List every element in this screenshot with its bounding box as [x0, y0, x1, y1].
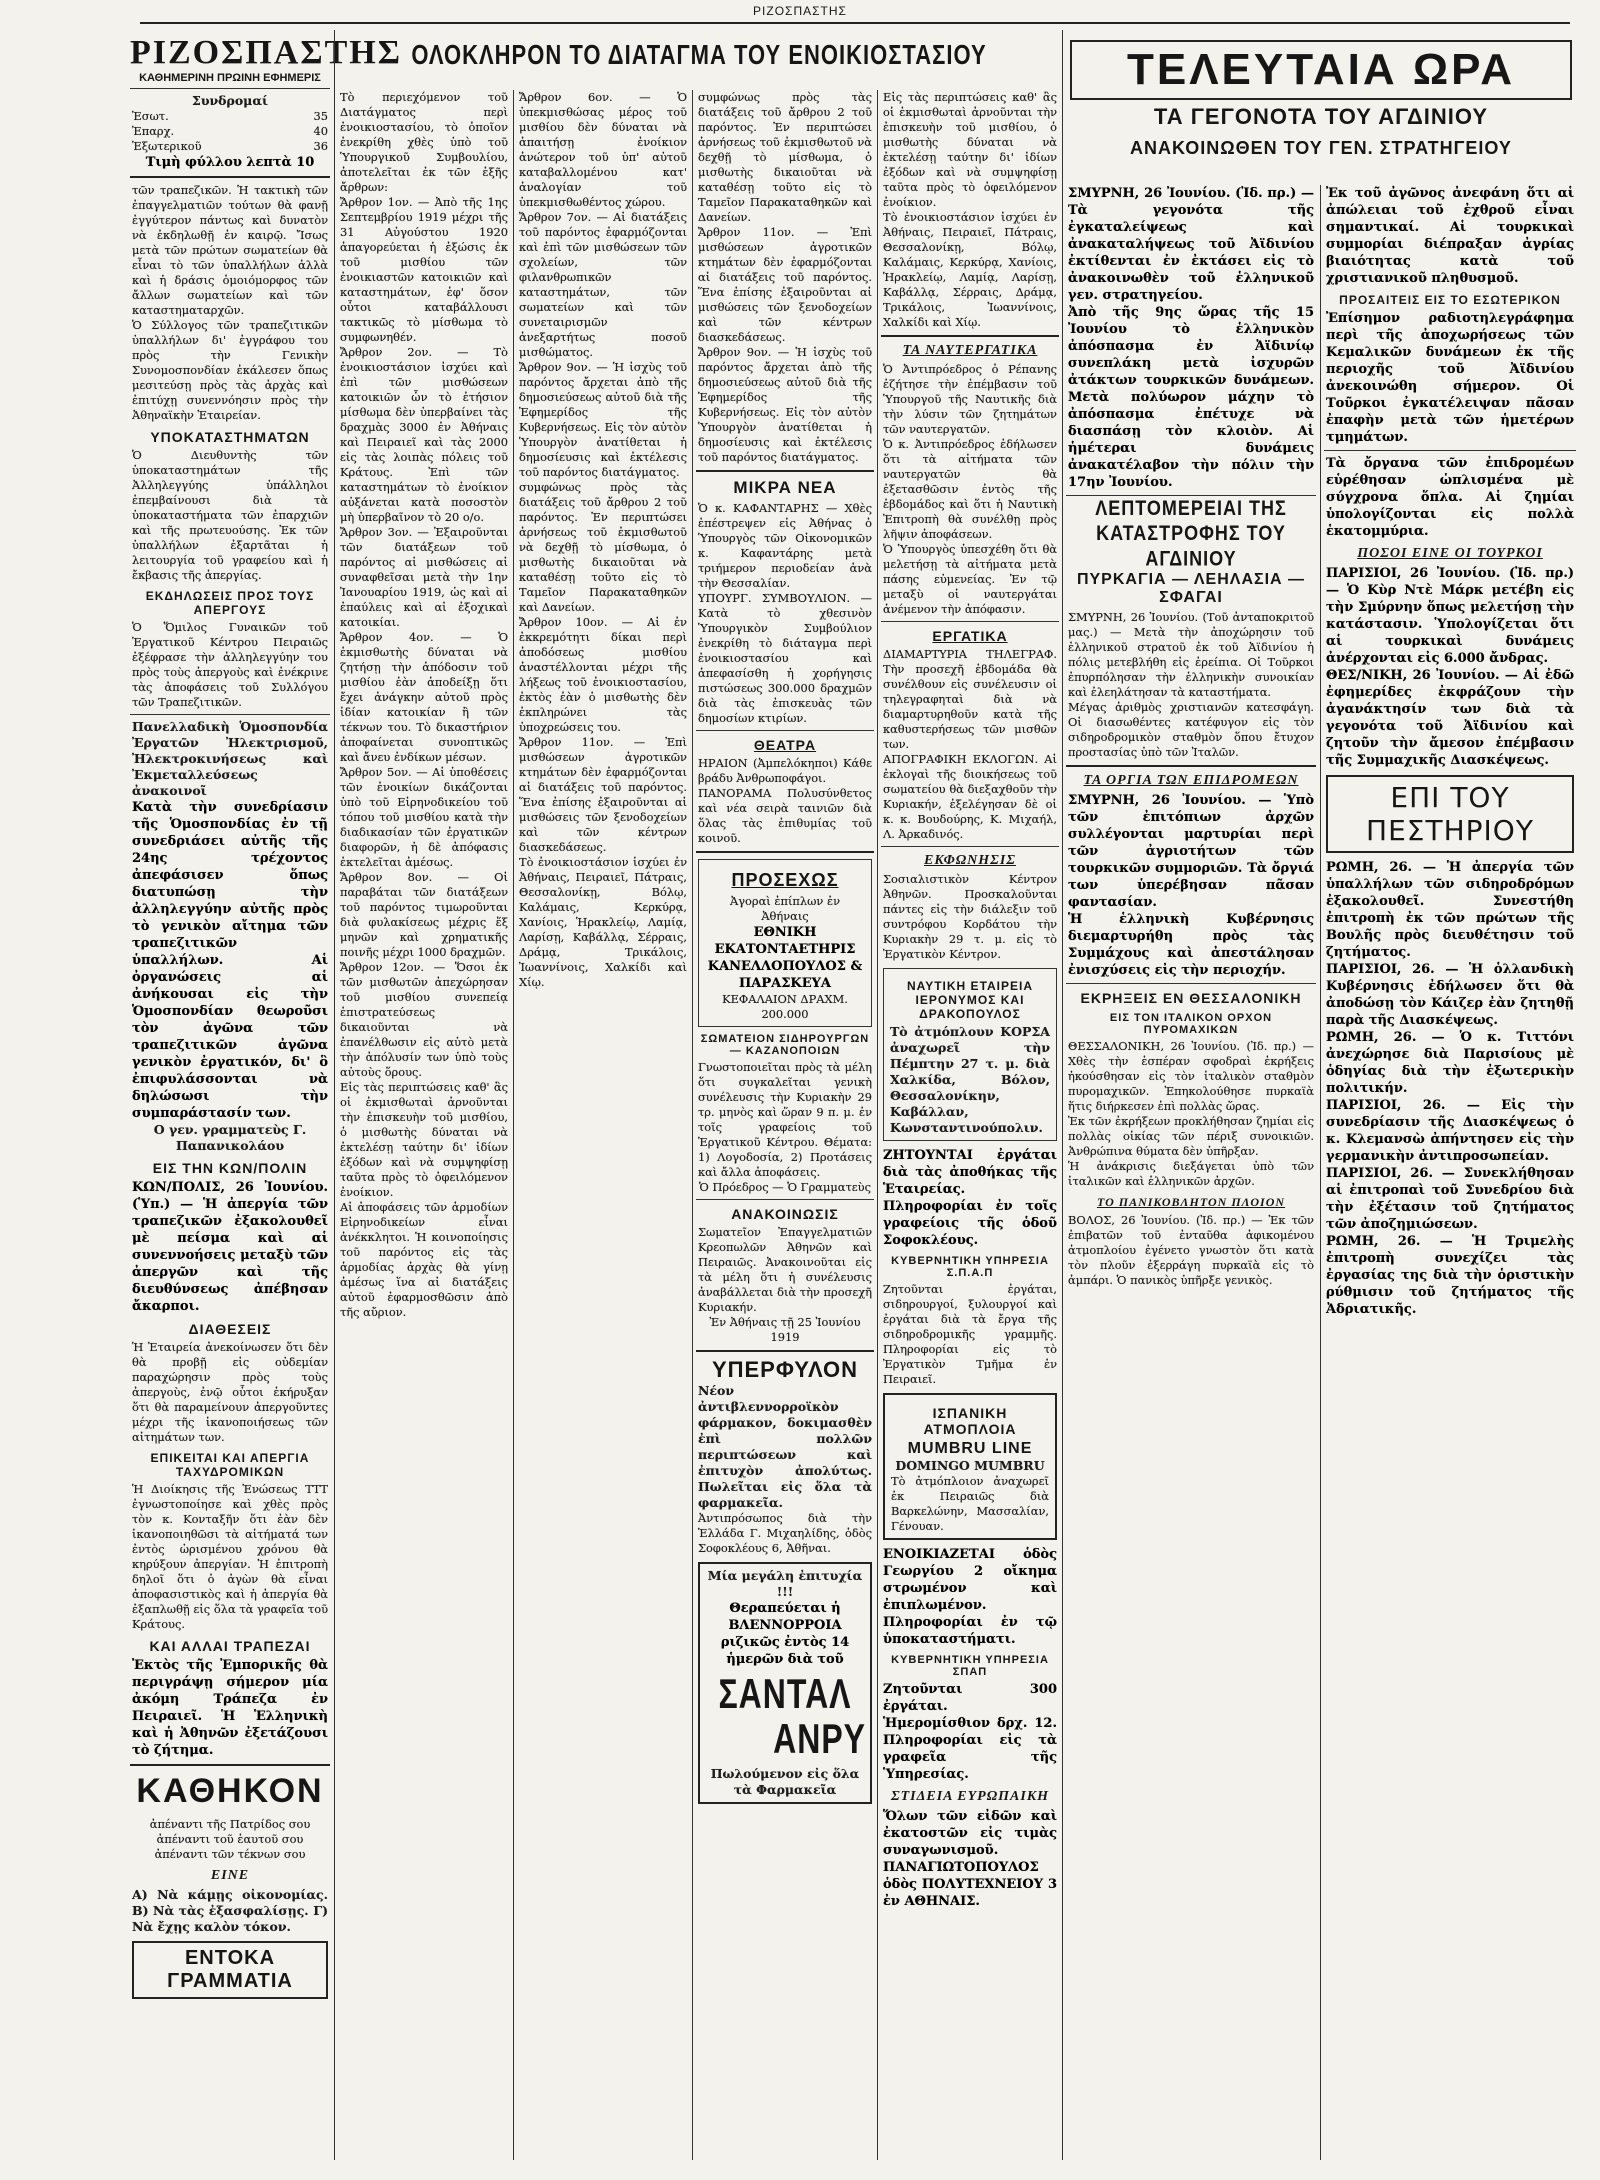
article-lead: Πανελλαδικὴ Ὁμοσπονδία Ἐργατῶν Ἠλεκτρισμοῦ, Ἠλεκτροκινήσεως καὶ Ἐκμεταλλεύσεως ἀνακοινοῖ	[132, 719, 328, 798]
article-text: Ἄρθρον 2ον. — Τὸ ἐνοικιοστάσιον ἰσχύει καὶ ἐπὶ τῶν μισθώσεων κατοικιῶν ὧν τὸ ἐτήσιον μίσθωμα δὲν ὑπερβαίνει τὰς δραχμὰς 3000 ἐν Ἀθήναις καὶ Πειραιεῖ καὶ τὰς 2000 εἰς τὰς λοιπὰς πόλεις τοῦ Κράτους. Ἐπὶ τῶν καταστημάτων τὸ ἐνοίκιον αὐξάνεται κατὰ ποσοστὸν μὴ ὑπερβαῖνον τὸ 20 ο/ο.	[340, 345, 508, 524]
article-text: ΡΩΜΗ, 26. — Ἡ Τριμελὴς ἐπιτροπὴ συνεχίζει τὰς ἐργασίας της διὰ τὴν ὁριστικὴν ρύθμισιν τοῦ ζητήματος τῆς Ἀδριατικῆς.	[1326, 1234, 1574, 1317]
section-heading: ΕΙΣ ΤΟΝ ΙΤΑΛΙΚΟΝ ΟΡΧΟΝ ΠΥΡΟΜΑΧΙΚΩΝ	[1109, 1012, 1273, 1036]
article-text: ΘΕΣ/ΝΙΚΗ, 26 Ἰουνίου. — Αἱ ἐδῶ ἐφημερίδες ἐκφράζουν τὴν ἀγανάκτησίν των διὰ τὰ γεγονότα τοῦ Ἀϊδινίου καὶ ζητοῦν τὴν ἄμεσον ἐπέμβασιν τῆς Συμμαχικῆς Διασκέψεως.	[1326, 668, 1574, 768]
article-text: ΣΜΥΡΝΗ, 26 Ἰουνίου. (Ἰδ. πρ.) — Τὰ γεγονότα τῆς ἐγκαταλείψεως καὶ ἀνακαταλήψεως τοῦ Ἀϊδινίου ἐκτίθενται ἐν ἐκτάσει εἰς τὸ ἀνακοινωθὲν τοῦ ἑλληνικοῦ γεν. στρατηγείου.	[1068, 186, 1314, 303]
top-rule	[140, 22, 1570, 24]
article-text: Τὸ ἐνοικιοστάσιον ἰσχύει ἐν Ἀθήναις, Πειραιεῖ, Πάτραις, Θεσσαλονίκῃ, Βόλῳ, Καλάμαις, Κερκύρᾳ, Χανίοις, Ἡρακλείῳ, Λαμίᾳ, Λαρίσῃ, Καβάλλᾳ, Σέρραις, Δράμᾳ, Τρικάλοις, Ἰωαννίνοις, Χαλκίδι καὶ Χίῳ.	[519, 855, 687, 989]
article-text: ΔΙΑΜΑΡΤΥΡΙΑ ΤΗΛΕΓΡΑΦ. Τὴν προσεχῆ ἑβδομάδα θὰ συνέλθουν εἰς συνέλευσιν οἱ τηλεγραφηταὶ διὰ νὰ διαμαρτυρηθοῦν κατὰ τῆς καθυστερήσεως τῶν μισθῶν των.	[883, 647, 1057, 751]
article-text: Εἰς τὰς περιπτώσεις καθ' ἃς οἱ ἐκμισθωταὶ ἀρνοῦνται τὴν ἐπισκευὴν τοῦ μισθίου, ὁ μισθωτὴς δύναται νὰ ἐκτελέσῃ ταύτην δι' ἰδίων ἐξόδων καὶ νὰ συμψηφίσῃ ταῦτα πρὸς τὸ ὀφειλόμενον ἐνοίκιον.	[340, 1080, 508, 1199]
article-text: Ἀπὸ τῆς 9ης ὥρας τῆς 15 Ἰουνίου τὸ ἑλληνικὸν ἀπόσπασμα ἐν Ἀϊδινίῳ συνεπλάκη μετὰ ἰσχυρῶν ἀτάκτων τουρκικῶν δυνάμεων. Μετὰ πολύωρον μάχην τὸ ἀπόσπασμα ἐπέτυχε νὰ διασπάσῃ τὸν κλοιὸν. Αἱ ἡμέτεραι δυνάμεις ἀνακατέλαβον τὴν πόλιν τὴν 17ην Ἰουνίου.	[1068, 305, 1314, 490]
article-text: Ἐπίσημον ραδιοτηλεγράφημα περὶ τῆς ἀποχωρήσεως τῶν Κεμαλικῶν δυνάμεων ἐκ τῆς περιοχῆς τοῦ Ἀϊδινίου ἀνεκοινώθη σήμερον. Οἱ Τοῦρκοι ἐγκατέλειψαν πᾶσαν ἐπαφὴν μετὰ τῶν ἡμετέρων τμημάτων.	[1326, 311, 1574, 445]
article-text: Γνωστοποιεῖται πρὸς τὰ μέλη ὅτι συγκαλεῖται γενικὴ συνέλευσις τὴν Κυριακὴν 29 τρ. μηνὸς καὶ ὥραν 9 π. μ. ἐν τοῖς γραφείοις τοῦ Ἐργατικοῦ Κέντρου. Θέματα: 1) Λογοδοσία, 2) Προτάσεις καὶ ἄλλα ἀποφάσεις.	[698, 1060, 872, 1179]
section-heading: ΕΡΓΑΤΙΚΑ	[932, 628, 1008, 644]
article-text: Ὁ κ. ΚΑΦΑΝΤΑΡΗΣ — Χθὲς ἐπέστρεψεν εἰς Ἀθήνας ὁ Ὑπουργὸς τῶν Οἰκονομικῶν κ. Καφαντάρης μετὰ τριήμερον περιοδείαν ἀνὰ τὴν Θεσσαλίαν.	[698, 501, 872, 590]
article-text: Ὁ Ὅμιλος Γυναικῶν τοῦ Ἐργατικοῦ Κέντρου Πειραιῶς ἐξέφρασε τὴν ἀλληλεγγύην του πρὸς τοὺς ἀπεργοὺς καὶ ἐνέκρινε τὰς ἀποφάσεις τοῦ Συλλόγου τῶν Τραπεζιτικῶν.	[132, 620, 328, 709]
ad-spanish-box	[883, 1393, 1057, 1540]
article-text: ΣΜΥΡΝΗ, 26 Ἰουνίου. — Ὑπὸ τῶν ἐπιτόπιων ἀρχῶν συλλέγονται μαρτυρίαι περὶ τῶν ἀγριοτήτων τῶν τουρκικῶν συμμοριῶν. Τὰ ὄργιά των ὑπερέβησαν πᾶσαν φαντασίαν.	[1068, 793, 1314, 910]
ad-entoka-title: ΕΝΤΟΚΑ ΓΡΑΜΜΑΤΙΑ	[167, 1947, 293, 1992]
article-text: Ἄρθρον 12ον. — Ὅσοι ἐκ τῶν μισθωτῶν ἀπεχώρησαν τοῦ μισθίου συνεπείᾳ ἐπιστρατεύσεως δικαιοῦνται νὰ ἐπανέλθωσιν εἰς αὐτὸ μετὰ τὴν ἀπόλυσίν των ὑπὸ τοὺς αὐτοὺς ὅρους.	[340, 960, 508, 1079]
article-text: Τὰ ὄργανα τῶν ἐπιδρομέων εὑρέθησαν ὡπλισμένα μὲ σύγχρονα ὅπλα. Αἱ ζημίαι ὑπολογίζονται εἰς πολλὰ ἑκατομμύρια.	[1326, 456, 1574, 539]
ad-text: Ἀντιπρόσωπος διὰ τὴν Ἑλλάδα Γ. Μιχαηλίδης, ὁδὸς Σοφοκλέους 6, Ἀθῆναι.	[698, 1511, 872, 1555]
article-text: ΥΠΟΥΡΓ. ΣΥΜΒΟΥΛΙΟΝ. — Κατὰ τὸ χθεσινὸν Ὑπουργικὸν Συμβούλιον ἐνεκρίθη τὸ διάταγμα περὶ ἐνοικιοστασίου καὶ ἀπεφασίσθη ἡ χορήγησις πιστώσεως 300.000 δραχμῶν διὰ τὰς ἐπισκευὰς τῶν δημοσίων κτιρίων.	[698, 591, 872, 725]
masthead-subtitle: ΚΑΘΗΜΕΡΙΝΗ ΠΡΩΙΝΗ ΕΦΗΜΕΡΙΣ	[139, 72, 321, 84]
article-text: Κατὰ τὴν συνεδρίασιν τῆς Ὁμοσπονδίας ἐν τῇ συνεδριάσει αὐτῆς τῆς 24ης τρέχοντος ἀπεφάσισεν ὅπως διατυπώσῃ τὴν ἀλληλεγγύην αὐτῆς πρὸς τὸ γενικὸν αἴτημα τῶν τραπεζιτικῶν ὑπαλλήλων. Αἱ ὀργανώσεις αἱ ἀνήκουσαι εἰς τὴν Ὁμοσπονδίαν θεωροῦσι τὸν ἀγῶνα τῶν τραπεζιτικῶν ἀγῶνα γενικὸν ἐργατικόν, δι' ὃ ἐπιφυλάσσονται νὰ δηλώσωσι τὴν συμπαράστασίν των.	[132, 800, 328, 1121]
article-text: Ἄρθρον 7ον. — Αἱ διατάξεις τοῦ παρόντος ἐφαρμόζονται καὶ ἐπὶ τῶν μισθώσεων τῶν σχολείων, τῶν φιλανθρωπικῶν καταστημάτων, τῶν σωματείων καὶ τῶν συνεταιρισμῶν ἀνεξαρτήτως ποσοῦ μισθώματος.	[519, 210, 687, 359]
ad-ship-name: DOMINGO MUMBRU	[895, 1458, 1045, 1473]
article-text: Τὸ περιεχόμενον τοῦ Διατάγματος περὶ ἐνοικιοστασίου, τὸ ὁποῖον ἐνεκρίθη χθὲς ὑπὸ τοῦ Ὑπουργικοῦ Συμβουλίου, ἀποτελεῖται ἐκ τῶν ἑξῆς ἄρθρων:	[340, 90, 508, 194]
article-text: Ἡ ἑλληνικὴ Κυβέρνησις διεμαρτυρήθη πρὸς τὰς Συμμάχους καὶ ἀπεστάλησαν ἐνισχύσεις εἰς τὴν περιοχήν.	[1068, 912, 1314, 978]
article-text: Ἐκ τοῦ ἀγῶνος ἀνεφάνη ὅτι αἱ ἀπώλειαι τοῦ ἐχθροῦ εἶναι σημαντικαί. Αἱ τουρκικαὶ συμμορίαι διέπραξαν ἀγρίας βιαιότητας κατὰ τοῦ χριστιανικοῦ πληθυσμοῦ.	[1326, 186, 1574, 286]
ad-spanish-title: ΙΣΠΑΝΙΚΗ ΑΤΜΟΠΛΟΙΑ	[923, 1405, 1017, 1437]
ad-text: ΕΘΝΙΚΗ ΕΚΑΤΟΝΤΑΕΤΗΡΙΣ	[714, 925, 856, 957]
section-heading: ΚΥΒΕΡΝΗΤΙΚΗ ΥΠΗΡΕΣΙΑ Σ.Π.Α.Π	[891, 1255, 1049, 1279]
subscriptions-label: Συνδρομαί	[192, 93, 268, 108]
masthead-title: ΡΙΖΟΣΠΑΣΤΗΣ	[130, 34, 402, 71]
ad-text: ἀπέναντι τῆς Πατρίδος σου ἀπέναντι τοῦ ἑαυτοῦ σου ἀπέναντι τῶν τέκνων σου	[149, 1817, 311, 1861]
ad-entoka-box	[132, 1941, 328, 1999]
ad-text: Τὸ ἀτμόπλοιον ἀναχωρεῖ ἐκ Πειραιῶς διὰ Βαρκελώνην, Μασσαλίαν, Γένουαν.	[891, 1474, 1049, 1533]
section-heading: ΜΙΚΡΑ ΝΕΑ	[733, 478, 837, 497]
decree-column-2	[517, 90, 689, 2160]
section-heading: ΠΟΣΟΙ ΕΙΝΕ ΟΙ ΤΟΥΡΚΟΙ	[1357, 546, 1543, 561]
column-right-1	[1066, 185, 1316, 2160]
last-hour-title: ΤΕΛΕΥΤΑΙΑ ΩΡΑ	[1126, 45, 1515, 94]
ad-text: Τὸ ἀτμόπλουν ΚΟΡΣΑ ἀναχωρεῖ τὴν Πέμπτην 27 τ. μ. διὰ Χαλκίδα, Βόλον, Θεσσαλονίκην, Καβάλλαν, Κωνσταντινούπολιν.	[890, 1024, 1050, 1135]
ad-banner: Μία μεγάλη ἐπιτυχία !!!	[707, 1568, 863, 1599]
ad-prosoxi-box	[698, 859, 872, 1027]
article-text: συμφώνως πρὸς τὰς διατάξεις τοῦ ἄρθρου 2 τοῦ παρόντος. Ἐν περιπτώσει ἀρνήσεως τοῦ ἐκμισθωτοῦ νὰ δεχθῇ τὸ μίσθωμα, ὁ μισθωτὴς δικαιοῦται νὰ καταθέσῃ τοῦτο εἰς τὸ Ταμεῖον Παρακαταθηκῶν καὶ Δανείων.	[519, 480, 687, 614]
section-heading: ΤΑ ΝΑΥΤΕΡΓΑΤΙΚΑ	[902, 343, 1038, 358]
article-text: Εἰς τὰς περιπτώσεις καθ' ἃς οἱ ἐκμισθωταὶ ἀρνοῦνται τὴν ἐπισκευὴν τοῦ μισθίου, ὁ μισθωτὴς δύναται νὰ ἐκτελέσῃ ταύτην δι' ἰδίων ἐξόδων καὶ νὰ συμψηφίσῃ ταῦτα πρὸς τὸ ὀφειλόμενον ἐνοίκιον.	[883, 90, 1057, 209]
section-heading: ΚΑΙ ΑΛΛΑΙ ΤΡΑΠΕΖΑΙ	[149, 1638, 311, 1654]
ad-eine: ΕΙΝΕ	[210, 1868, 250, 1883]
section-heading: ΕΚΔΗΛΩΣΕΙΣ ΠΡΟΣ ΤΟΥΣ ΑΠΕΡΓΟΥΣ	[145, 589, 315, 617]
subscription-row: Ἐπαρχ. 40	[132, 124, 328, 138]
article-text: Μέγας ἀριθμὸς χριστιανῶν κατεσφάγη. Οἱ διασωθέντες κατέφυγον εἰς τὸν σιδηροδρομικὸν σταθμὸν ὅπου ἔτυχον προστασίας ὑπὸ τῶν Ἰταλῶν.	[1068, 700, 1314, 759]
article-text: ΠΑΡΙΣΙΟΙ, 26. — Ἡ ὁλλανδικὴ Κυβέρνησις ἐδήλωσεν ὅτι θὰ ἀποδώσῃ τὸν Κάιζερ ἐὰν ζητηθῇ παρὰ τῆς Διασκέψεως.	[1326, 962, 1574, 1028]
article-text: Ὁ Διευθυντὴς τῶν ὑποκαταστημάτων τῆς Ἀλληλεγγύης ὑπάλληλοι ἐπεμβαίνουσι διὰ τὰ ὑποκαταστήματα τῶν ἐπαρχιῶν καὶ τῆς πρωτευούσης. Ἐκ τῶν ὑπαλλήλων ἐξαρτᾶται ἡ λειτουργία τοῦ γραφείου καὶ ἡ ἔκβασις τῆς ἀπεργίας.	[132, 448, 328, 582]
article-text: ΒΟΛΟΣ, 26 Ἰουνίου. (Ἰδ. πρ.) — Ἐκ τῶν ἐπιβατῶν τοῦ ἐνταῦθα ἀφικομένου ἀτμοπλοίου ἐγένετο γνωστὸν ὅτι κατὰ τὸν πλοῦν ἐξερράγη πυρκαϊὰ εἰς τὸ ἀμπάρι. Ὁ πανικὸς ὑπῆρξε γενικὸς.	[1068, 1213, 1314, 1287]
section-heading: ΕΚΦΩΝΗΣΙΣ	[924, 853, 1016, 868]
section-heading: ΑΝΑΚΟΙΝΩΣΙΣ	[731, 1206, 839, 1222]
ad-text: Ζητοῦνται ἐργάται, σιδηρουργοί, ξυλουργοί καὶ ἐργάται διὰ τὰ ἔργα τῆς σιδηροδρομικῆς γραμμῆς. Πληροφορίαι εἰς τὸ Ἐργατικὸν Τμῆμα ἐν Πειραιεῖ.	[883, 1282, 1057, 1386]
ad-text: ΕΝΟΙΚΙΑΖΕΤΑΙ ὁδὸς Γεωργίου 2 οἴκημα στρωμένον καὶ ἐπιπλωμένον. Πληροφορίαι ἐν τῷ ὑποκαταστήματι.	[883, 1547, 1057, 1647]
article-text: ΠΑΡΙΣΙΟΙ, 26. — Συνεκλήθησαν αἱ ἐπιτροπαὶ τοῦ Συνεδρίου διὰ τὴν ἐξέτασιν τοῦ ζητήματος τῶν ἀποζημιώσεων.	[1326, 1166, 1574, 1232]
signature: Ὁ Πρόεδρος — Ὁ Γραμματεὺς	[699, 1180, 871, 1194]
article-text: Ἄρθρον 6ον. — Ὁ ὑπεκμισθώσας μέρος τοῦ μισθίου δὲν δύναται νὰ ἀπαιτήσῃ ἐνοίκιον ἀνώτερον τοῦ ὑπ' αὐτοῦ καταβαλλομένου κατ' ἀναλογίαν τοῦ ὑπεκμισθωθέντος χώρου.	[519, 90, 687, 209]
article-text: Ἐκτὸς τῆς Ἐμπορικῆς θὰ περιγράψῃ σήμερον μία ἀκόμη Τράπεζα ἐν Πειραιεῖ. Ἡ Ἑλληνικὴ καὶ ἡ Ἀθηνῶν ἐξετάζουσι τὸ ζήτημα.	[132, 1658, 328, 1758]
article-text: Ἄρθρον 11ον. — Ἐπὶ μισθώσεων ἀγροτικῶν κτημάτων δὲν ἐφαρμόζονται αἱ διατάξεις τοῦ παρόντος. Ἕνα ἐπίσης ἐξαιροῦνται αἱ μισθώσεις τῶν ξενοδοχείων καὶ τῶν κέντρων διασκεδάσεως.	[698, 225, 872, 344]
section-heading: ΣΤΙΔΕΙΑ ΕΥΡΩΠΑΙΚΗ	[890, 1789, 1050, 1804]
ad-text: Θεραπεύεται ἡ ΒΛΕΝΝΟΡΡΟΙΑ ριζικῶς ἐντὸς 14 ἡμερῶν διὰ τοῦ	[720, 1601, 850, 1667]
ad-text: ΖΗΤΟΥΝΤΑΙ ἐργάται διὰ τὰς ἀποθήκας τῆς Ἑταιρείας. Πληροφορίαι ἐν τοῖς γραφείοις τῆς ὁδοῦ Σοφοκλέους.	[883, 1148, 1057, 1248]
column-left	[130, 30, 402, 2160]
ad-text: Ζητοῦνται 300 ἐργάται. Ἡμερομίσθιον δρχ. 12. Πληροφορίαι εἰς τὰ γραφεῖα τῆς Ὑπηρεσίας.	[883, 1682, 1057, 1782]
decree-headline-area	[338, 30, 1060, 84]
section-heading: ΛΕΠΤΟΜΕΡΕΙΑΙ ΤΗΣ ΚΑΤΑΣΤΡΟΦΗΣ ΤΟΥ ΑΓΔΙΝΙΟΥ	[1095, 495, 1287, 571]
section-heading: ΕΙΣ ΤΗΝ ΚΩΝ/ΠΟΛΙΝ	[152, 1160, 308, 1176]
column-right-2	[1324, 185, 1576, 2160]
ad-brand: ΣΑΝΤΑΛ	[718, 1670, 852, 1718]
ad-text: Νέον ἀντιβλεννορροϊκὸν φάρμακον, δοκιμασθὲν ἐπὶ πολλῶν περιπτώσεων καὶ ἐπιτυχὸν ἀπολύτως. Πωλεῖται εἰς ὅλα τὰ φαρμακεῖα.	[698, 1383, 872, 1510]
ad-shipping-title: ΝΑΥΤΙΚΗ ΕΤΑΙΡΕΙΑ ΙΕΡΟΝΥΜΟΣ ΚΑΙ ΔΡΑΚΟΠΟΥΛΟΣ	[906, 979, 1034, 1021]
last-hour-subtitle: ΤΑ ΓΕΓΟΝΟΤΑ ΤΟΥ ΑΓΔΙΝΙΟΥ	[1153, 104, 1489, 129]
article-text: Ἄρθρον 1ον. — Ἀπὸ τῆς 1ης Σεπτεμβρίου 1919 μέχρι τῆς 31 Αὐγούστου 1920 ἀπαγορεύεται ἡ ἐξώσις ἐκ τοῦ μισθίου τῶν ἐνοικιαστῶν κατοικιῶν καὶ καταστημάτων, ἐφ' ὅσον οὗτοι καταβάλλουσι τακτικῶς τὸ μίσθωμα τὸ συμφωνηθέν.	[340, 195, 508, 344]
decree-headline: ΟΛΟΚΛΗΡΟΝ ΤΟ ΔΙΑΤΑΓΜΑ ΤΟΥ ΕΝΟΙΚΙΟΣΤΑΣΙΟΥ	[411, 38, 987, 70]
article-text: Ἡ Διοίκησις τῆς Ἑνώσεως ΤΤΤ ἐγνωστοποίησε καὶ χθὲς πρὸς τὸν κ. Κονταξῆν ὅτι ἐὰν δὲν ἱκανοποιηθῶσι τὰ αἰτήματά των ἐντὸς ὡρισμένου χρόνου θὰ κηρύξουν ἀπεργίαν. Ἡ ἐπιτροπὴ δηλοῖ ὅτι ὁ ἀγὼν θὰ εἶναι ἀποφασιστικὸς καὶ ἡ ἀπεργία θὰ ἐξαπλωθῇ εἰς ὅλα τὰ γραφεῖα τοῦ Κράτους.	[132, 1482, 328, 1631]
ad-text: Ἀγοραὶ ἐπίπλων ἐν Ἀθήναις	[729, 894, 840, 923]
section-heading: ΔΙΑΘΕΣΕΙΣ	[188, 1321, 272, 1337]
section-heading: ΠΥΡΚΑΓΙΑ — ΛΕΗΛΑΣΙΑ — ΣΦΑΓΑΙ	[1076, 571, 1306, 606]
ad-santal-box	[698, 1562, 872, 1804]
article-text: Ἡ Ἑταιρεία ἀνεκοίνωσεν ὅτι δὲν θὰ προβῇ εἰς οὐδεμίαν παραχώρησιν πρὸς τοὺς ἀπεργοὺς, ἐνῷ οὗτοι ἐκήρυξαν ὅτι θὰ παραμείνουν ἀπεργοῦντες μέχρι τῆς ἱκανοποιήσεως τῶν αἰτημάτων των.	[132, 1340, 328, 1444]
article-text: Τὸ ἐνοικιοστάσιον ἰσχύει ἐν Ἀθήναις, Πειραιεῖ, Πάτραις, Θεσσαλονίκῃ, Βόλῳ, Καλάμαις, Κερκύρᾳ, Χανίοις, Ἡρακλείῳ, Λαμίᾳ, Λαρίσῃ, Καβάλλᾳ, Σέρραις, Δράμᾳ, Τρικάλοις, Ἰωαννίνοις, Χαλκίδι καὶ Χίῳ.	[883, 210, 1057, 329]
article-text: Ἡ ἀνάκρισις διεξάγεται ὑπὸ τῶν ἰταλικῶν καὶ ἑλληνικῶν ἀρχῶν.	[1068, 1159, 1314, 1188]
article-text: ΠΑΡΙΣΙΟΙ, 26 Ἰουνίου. (Ἰδ. πρ.) — Ὁ Κὺρ Ντὲ Μάρκ μετέβη εἰς τὴν Σμύρνην ὅπως μελετήσῃ τὴν κατάστασιν. Ὑπολογίζεται ὅτι αἱ τουρκικαὶ δυνάμεις ἀνέρχονται εἰς 6.000 ἄνδρας.	[1326, 566, 1574, 666]
price: Τιμὴ φύλλου λεπτὰ 10	[145, 155, 315, 170]
last-hour-box	[1070, 40, 1572, 100]
ad-text: Α) Νὰ κάμῃς οἰκονομίας. Β) Νὰ τὰς ἐξασφαλίσῃς. Γ) Νὰ ἔχῃς καλὸν τόκον.	[132, 1887, 328, 1934]
ad-prosoxi-title: ΠΡΟΣΕΧΩΣ	[731, 870, 839, 890]
article-text: Ὁ Ὑπουργὸς ὑπεσχέθη ὅτι θὰ μελετήσῃ τὰ αἰτήματα μετὰ πάσης εὐμενείας. Ἐν τῷ μεταξὺ οἱ ναυτεργάται ἀνέμενον τὴν ἀπόφασιν.	[883, 542, 1057, 616]
article-text: Ἄρθρον 5ον. — Αἱ ὑποθέσεις τῶν ἐνοικίων δικάζονται ὑπὸ τοῦ Εἰρηνοδικείου τοῦ τόπου τοῦ μισθίου κατὰ τὴν διαδικασίαν τῶν ἐργατικῶν διαφορῶν, ἡ δὲ ἀπόφασις ἐκτελεῖται ἀμέσως.	[340, 765, 508, 869]
last-hour-subtitle-2: ΑΝΑΚΟΙΝΩΘΕΝ ΤΟΥ ΓΕΝ. ΣΤΡΑΤΗΓΕΙΟΥ	[1130, 138, 1512, 158]
decree-column-1	[338, 90, 510, 2160]
signature: Ο γεν. γραμματεὺς Γ. Παπανικολάου	[153, 1122, 307, 1153]
article-text: ΠΑΝΟΡΑΜΑ Πολυσύνθετος καὶ νέα σειρὰ ταινιῶν διὰ ὅλας τὰς ἐπιθυμίας τοῦ κοινοῦ.	[698, 786, 872, 845]
article-text: Ὁ Ἀντιπρόεδρος ὁ Ρέπανης ἐζήτησε τὴν ἐπέμβασιν τοῦ Ὑπουργοῦ τῆς Ναυτικῆς διὰ τὴν λύσιν τῶν ζητημάτων τῶν ναυτεργατῶν.	[883, 362, 1057, 436]
section-heading: ΠΡΟΣΑΙΤΕΙΣ ΕΙΣ ΤΟ ΕΣΩΤΕΡΙΚΟΝ	[1339, 293, 1561, 307]
section-heading: ΕΠΙ ΤΟΥ ΠΕΣΤΗΡΙΟΥ	[1366, 781, 1534, 847]
article-text: Σοσιαλιστικὸν Κέντρον Ἀθηνῶν. Προσκαλοῦνται πάντες εἰς τὴν διάλεξιν τοῦ συντρόφου Κορδάτου τὴν Κυριακὴν 29 τ. μ. εἰς τὸ Ἐργατικὸν Κέντρον.	[883, 872, 1057, 961]
section-heading: ΤΑ ΟΡΓΙΑ ΤΩΝ ΕΠΙΔΡΟΜΕΩΝ	[1083, 773, 1299, 788]
article-text: Ἄρθρον 10ον. — Αἱ ἐν ἐκκρεμότητι δίκαι περὶ ἀποδόσεως μισθίου ἀναστέλλονται μέχρι τῆς λήξεως τοῦ ἐνοικιοστασίου, ἐκτὸς ἐὰν ὁ μισθωτὴς δὲν ἐκπληρώνει τὰς ὑποχρεώσεις του.	[519, 615, 687, 734]
article-text: Ὁ κ. Ἀντιπρόεδρος ἐδήλωσεν ὅτι τὰ αἰτήματα τῶν ναυτεργατῶν θὰ ἐξετασθῶσιν ἐντὸς τῆς ἑβδομάδος καὶ ὅτι ἡ Ναυτικὴ Ἐπιτροπὴ θὰ συνέλθῃ πρὸς λῆψιν ἀποφάσεων.	[883, 437, 1057, 541]
article-text: ΘΕΣΣΑΛΟΝΙΚΗ, 26 Ἰουνίου. (Ἰδ. πρ.) — Χθὲς τὴν ἑσπέραν σφοδραὶ ἐκρήξεις ἠκούσθησαν εἰς τὸν ἰταλικὸν σταθμὸν πυρομαχικῶν. Ἐπηκολούθησε πυρκαϊὰ ἥτις διήρκεσεν ἐπὶ πολλὰς ὥρας.	[1068, 1039, 1314, 1113]
date-line: Ἐν Ἀθήναις τῇ 25 Ἰουνίου 1919	[709, 1315, 861, 1344]
ad-footer: Πωλούμενον εἰς ὅλα τὰ Φαρμακεῖα	[710, 1766, 860, 1797]
article-text: Ὁ Σύλλογος τῶν τραπεζιτικῶν ὑπαλλήλων δι' ἐγγράφου του πρὸς τὴν Γενικὴν Συνομοσπονδίαν ἐκάλεσεν ὅπως μεσιτεύσῃ πρὸς τὰς ἀρχὰς καὶ ἐπιτύχῃ συνεννόησιν πρὸς τὴν Ἀθηναϊκὴν Ἑταιρείαν.	[132, 318, 328, 422]
ad-brand-2: ΑΝΡΥ	[773, 1715, 866, 1763]
article-text: ΑΠΟΓΡΑΦΙΚΗ ΕΚΛΟΓΩΝ. Αἱ ἐκλογαὶ τῆς διοικήσεως τοῦ σωματείου θὰ διεξαχθοῦν τὴν Κυριακήν, ἐξελέγησαν δὲ οἱ κ. κ. Βουδούρης, Κ. Μιχαήλ, Λ. Ἀρκαδινός.	[883, 752, 1057, 841]
running-head: ΡΙΖΟΣΠΑΣΤΗΣ	[753, 4, 847, 18]
article-text: ΗΡΑΙΟΝ (Ἀμπελόκηποι) Κάθε βράδυ Ἀνθρωποφάγοι.	[698, 756, 872, 785]
ad-text: ΚΑΝΕΛΛΟΠΟΥΛΟΣ & ΠΑΡΑΣΚΕΥΑ	[707, 959, 863, 991]
article-text: ΚΩΝ/ΠΟΛΙΣ, 26 Ἰουνίου. (Ὑπ.) — Ἡ ἀπεργία τῶν τραπεζικῶν ἐξακολουθεῖ μὲ πείσμα καὶ αἱ συνεννοήσεις μεταξὺ τῶν ἀπεργῶν καὶ τῆς διευθύνσεως ἀπέβησαν ἄκαρποι.	[132, 1180, 328, 1314]
article-text: Σωματεῖον Ἐπαγγελματιῶν Κρεοπωλῶν Ἀθηνῶν καὶ Πειραιῶς. Ἀνακοινοῦται εἰς τὰ μέλη ὅτι ἡ συνέλευσις ἀναβάλλεται διὰ τὴν προσεχῆ Κυριακήν.	[698, 1225, 872, 1314]
peace-box	[1326, 775, 1574, 853]
section-heading: ΕΚΡΗΞΕΙΣ ΕΝ ΘΕΣΣΑΛΟΝΙΚΗ	[1080, 990, 1302, 1006]
article-text: Ἐκ τῶν ἐκρήξεων προκλήθησαν ζημίαι εἰς πολλὰς οἰκίας τῶν πέριξ συνοικιῶν. Ἀνθρώπινα θύματα δὲν ὑπῆρξαν.	[1068, 1114, 1314, 1158]
subscription-row: Ἐξωτερικοῦ 36	[132, 139, 328, 153]
ad-hyperfylon-title: ΥΠΕΡΦΥΛΟΝ	[711, 1357, 859, 1382]
ad-text: ΚΕΦΑΛΑΙΟΝ ΔΡΑΧΜ. 200.000	[722, 992, 848, 1021]
article-text: Ἄρθρον 9ον. — Ἡ ἰσχὺς τοῦ παρόντος ἄρχεται ἀπὸ τῆς δημοσιεύσεως αὐτοῦ διὰ τῆς Ἐφημερίδος τῆς Κυβερνήσεως. Εἰς τὸν αὐτὸν Ὑπουργὸν ἀνατίθεται ἡ δημοσίευσις καὶ ἐκτέλεσις τοῦ παρόντος διατάγματος.	[698, 345, 872, 464]
ad-kathikon-title: ΚΑΘΗΚΟΝ	[136, 1772, 324, 1810]
article-text: Ἄρθρον 9ον. — Ἡ ἰσχὺς τοῦ παρόντος ἄρχεται ἀπὸ τῆς δημοσιεύσεως αὐτοῦ διὰ τῆς Ἐφημερίδος τῆς Κυβερνήσεως. Εἰς τὸν αὐτὸν Ὑπουργὸν ἀνατίθεται ἡ δημοσίευσις καὶ ἐκτέλεσις τοῦ παρόντος διατάγματος.	[519, 360, 687, 479]
article-text: ΡΩΜΗ, 26. — Ὁ κ. Τιττόνι ἀνεχώρησε διὰ Παρισίους μὲ ὁδηγίας διὰ τὴν ἐξωτερικὴν πολιτικήν.	[1326, 1030, 1574, 1096]
subscription-row: Ἐσωτ. 35	[132, 109, 328, 123]
article-text: Αἱ ἀποφάσεις τῶν ἁρμοδίων Εἰρηνοδικείων εἶναι ἀνέκκλητοι. Ἡ κοινοποίησις τοῦ παρόντος εἰς τὰς ἁρμοδίας ἀρχὰς θὰ γίνῃ ἀμέσως ἵνα αἱ διατάξεις αὐτοῦ ἐφαρμοσθῶσιν ἀπὸ τῆς αὔριον.	[340, 1200, 508, 1319]
column-labour	[881, 90, 1059, 2160]
article-text: συμφώνως πρὸς τὰς διατάξεις τοῦ ἄρθρου 2 τοῦ παρόντος. Ἐν περιπτώσει ἀρνήσεως τοῦ ἐκμισθωτοῦ νὰ δεχθῇ τὸ μίσθωμα, ὁ μισθωτὴς δικαιοῦται νὰ καταθέσῃ τοῦτο εἰς τὸ Ταμεῖον Παρακαταθηκῶν καὶ Δανείων.	[698, 90, 872, 224]
section-heading: ΥΠΟΚΑΤΑΣΤΗΜΑΤΩΝ	[150, 429, 310, 445]
article-text: Ἄρθρον 4ον. — Ὁ ἐκμισθωτὴς δύναται νὰ ζητήσῃ τὴν ἀπόδοσιν τοῦ μισθίου ἐὰν ἀποδείξῃ ὅτι ἔχει ἀνάγκην αὐτοῦ πρὸς ἰδίαν κατοικίαν ἢ τῶν τέκνων του. Τὸ δικαστήριον ἀποφαίνεται συνοπτικῶς καὶ ἄνευ ἐνδίκων μέσων.	[340, 630, 508, 764]
ad-spanish-line: MUMBRU LINE	[907, 1440, 1033, 1457]
section-heading: ΕΠΙΚΕΙΤΑΙ ΚΑΙ ΑΠΕΡΓΙΑ ΤΑΧΥΔΡΟΜΙΚΩΝ	[150, 1451, 310, 1479]
article-text: ΣΜΥΡΝΗ, 26 Ἰουνίου. (Τοῦ ἀνταποκριτοῦ μας.) — Μετὰ τὴν ἀποχώρησιν τοῦ ἑλληνικοῦ στρατοῦ ἐκ τοῦ Ἀϊδινίου ἡ πόλις μετεβλήθη εἰς ἐρείπια. Οἱ Τοῦρκοι ἐπυρπόλησαν τὴν ἑλληνικὴν συνοικίαν καὶ ἐλεηλάτησαν τὰ καταστήματα.	[1068, 610, 1314, 699]
section-heading: ΤΟ ΠΑΝΙΚΟΒΛΗΤΟΝ ΠΛΟΙΟΝ	[1096, 1195, 1286, 1209]
ad-shipping-box	[883, 968, 1057, 1141]
last-hour-header	[1066, 30, 1576, 180]
article-text: ΠΑΡΙΣΙΟΙ, 26. — Εἰς τὴν συνεδρίασιν τῆς Διασκέψεως ὁ κ. Κλεμανσὼ ἀπήντησεν εἰς τὴν γερμανικὴν ἀντιπροσωπείαν.	[1326, 1098, 1574, 1164]
section-heading: ΘΕΑΤΡΑ	[753, 737, 817, 753]
article-text: Ἄρθρον 3ον. — Ἐξαιροῦνται τῶν διατάξεων τοῦ παρόντος αἱ μισθώσεις αἱ συναφθεῖσαι μετὰ τὴν 1ην Ἰανουαρίου 1919, ὡς καὶ αἱ ἐπαύλεις καὶ αἱ ἐξοχικαὶ κατοικίαι.	[340, 525, 508, 629]
article-text: Ἄρθρον 11ον. — Ἐπὶ μισθώσεων ἀγροτικῶν κτημάτων δὲν ἐφαρμόζονται αἱ διατάξεις τοῦ παρόντος. Ἕνα ἐπίσης ἐξαιροῦνται αἱ μισθώσεις τῶν ξενοδοχείων καὶ τῶν κέντρων διασκεδάσεως.	[519, 735, 687, 854]
ad-text: Ὅλων τῶν εἰδῶν καὶ ἐκατοστῶν εἰς τιμὰς συναγωνισμοῦ. ΠΑΝΑΓΙΩΤΟΠΟΥΛΟΣ ὁδὸς ΠΟΛΥΤΕΧΝΕΙΟΥ 3 ἐν ΑΘΗΝΑΙΣ.	[883, 1809, 1057, 1909]
article-text: τῶν τραπεζικῶν. Ἡ τακτικὴ τῶν ἐπαγγελματιῶν τούτων θὰ φανῇ ἐγγύτερον πάντως καὶ δυνατὸν νὰ ἐκδηλωθῇ ἐν καιρῷ. Ἴσως μετὰ τῶν πρώτων σωματείων θὰ εἶναι τὸ τῶν ὑπαλλήλων ἀλλὰ καὶ ἡ δράσις ὁμοιόμορφος τῶν ἄλλων σωματείων καὶ τῶν καταστηματαρχῶν.	[132, 183, 328, 317]
article-text: Ἄρθρον 8ον. — Οἱ παραβάται τῶν διατάξεων τοῦ παρόντος τιμωροῦνται διὰ φυλακίσεως μέχρις ἕξ μηνῶν καὶ χρηματικῆς ποινῆς μέχρι 1000 δραχμῶν.	[340, 870, 508, 959]
section-heading: ΣΩΜΑΤΕΙΟΝ ΣΙΔΗΡΟΥΡΓΩΝ — ΚΑΖΑΝΟΠΟΙΩΝ	[700, 1033, 870, 1057]
section-heading: ΚΥΒΕΡΝΗΤΙΚΗ ΥΠΗΡΕΣΙΑ ΣΠΑΠ	[891, 1654, 1049, 1678]
column-center	[696, 90, 874, 2160]
article-text: ΡΩΜΗ, 26. — Ἡ ἀπεργία τῶν ὑπαλλήλων τῶν σιδηροδρόμων ἐξακολουθεῖ. Συνεστήθη ἐπιτροπὴ ἐκ τῶν πρώτων τῆς Βουλῆς πρὸς διευθέτησιν τοῦ ζητήματος.	[1326, 860, 1574, 960]
